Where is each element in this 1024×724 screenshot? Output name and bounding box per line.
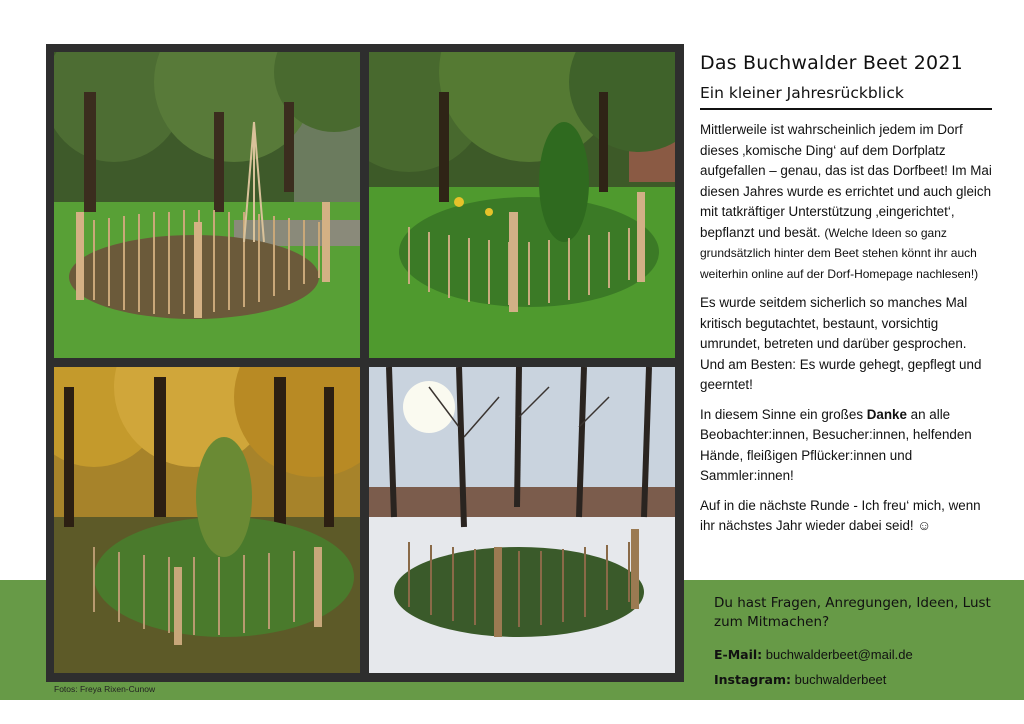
- article: [700, 52, 992, 546]
- photo-autumn-bed: [54, 367, 360, 673]
- instagram-value[interactable]: buchwalderbeet: [794, 672, 887, 687]
- thanks-post: an alle Beobachter:innen, Besucher:innen, helfenden Hände, fleißigen Pflücker:innen und Sammler:innen!: [700, 406, 972, 483]
- photo-winter-bed: [369, 367, 675, 673]
- photo-spring-bed: [54, 52, 360, 358]
- photo-credit: Fotos: Freya Rixen-Cunow: [54, 684, 156, 694]
- paragraph-thanks: [700, 405, 992, 487]
- thanks-bold: Danke: [866, 406, 907, 422]
- instagram-row: [714, 671, 1004, 689]
- email-value[interactable]: buchwalderbeet@mail.de: [765, 647, 913, 662]
- photo-grid: [46, 44, 684, 682]
- contact-question: Du hast Fragen, Anregungen, Ideen, Lust zum Mitmachen?: [714, 595, 991, 630]
- paragraph-intro: [700, 120, 992, 284]
- article-title: Das Buchwalder Beet 2021: [700, 52, 963, 74]
- paragraph-intro-main: Mittlerweile ist wahrscheinlich jedem im Dorf dieses ‚komische Ding‘ auf dem Dorfplatz aufgefallen – genau, das ist das Dorfbeet! Im Mai diesen Jahres wurde es errichtet und auch gleich mit tatkräftiger Unterstützung ‚eingerichtet‘, bepflanzt und besät.: [700, 122, 992, 240]
- paragraph-intro-note: (Welche Ideen so ganz grundsätzlich hinter dem Beet stehen könnt ihr auch weiterhin online auf der Dorf-Homepage nachlesen!): [700, 225, 979, 281]
- paragraph-review: Es wurde seitdem sicherlich so manches Mal kritisch begutachtet, bestaunt, vorsichtig umrundet, betreten und darüber gesprochen. Und am Besten: Es wurde gehegt, gepflegt und geerntet!: [700, 295, 982, 392]
- email-label: E-Mail:: [714, 647, 763, 662]
- paragraph-outlook: Auf in die nächste Runde - Ich freu‘ mich, wenn ihr nächstes Jahr wieder dabei seid! ☺: [700, 497, 981, 533]
- contact-box: [714, 594, 1004, 696]
- photo-summer-bed: [369, 52, 675, 358]
- article-subtitle: Ein kleiner Jahresrückblick: [700, 84, 992, 110]
- email-row: [714, 646, 1004, 664]
- thanks-pre: In diesem Sinne ein großes: [700, 406, 867, 422]
- instagram-label: Instagram:: [714, 672, 791, 687]
